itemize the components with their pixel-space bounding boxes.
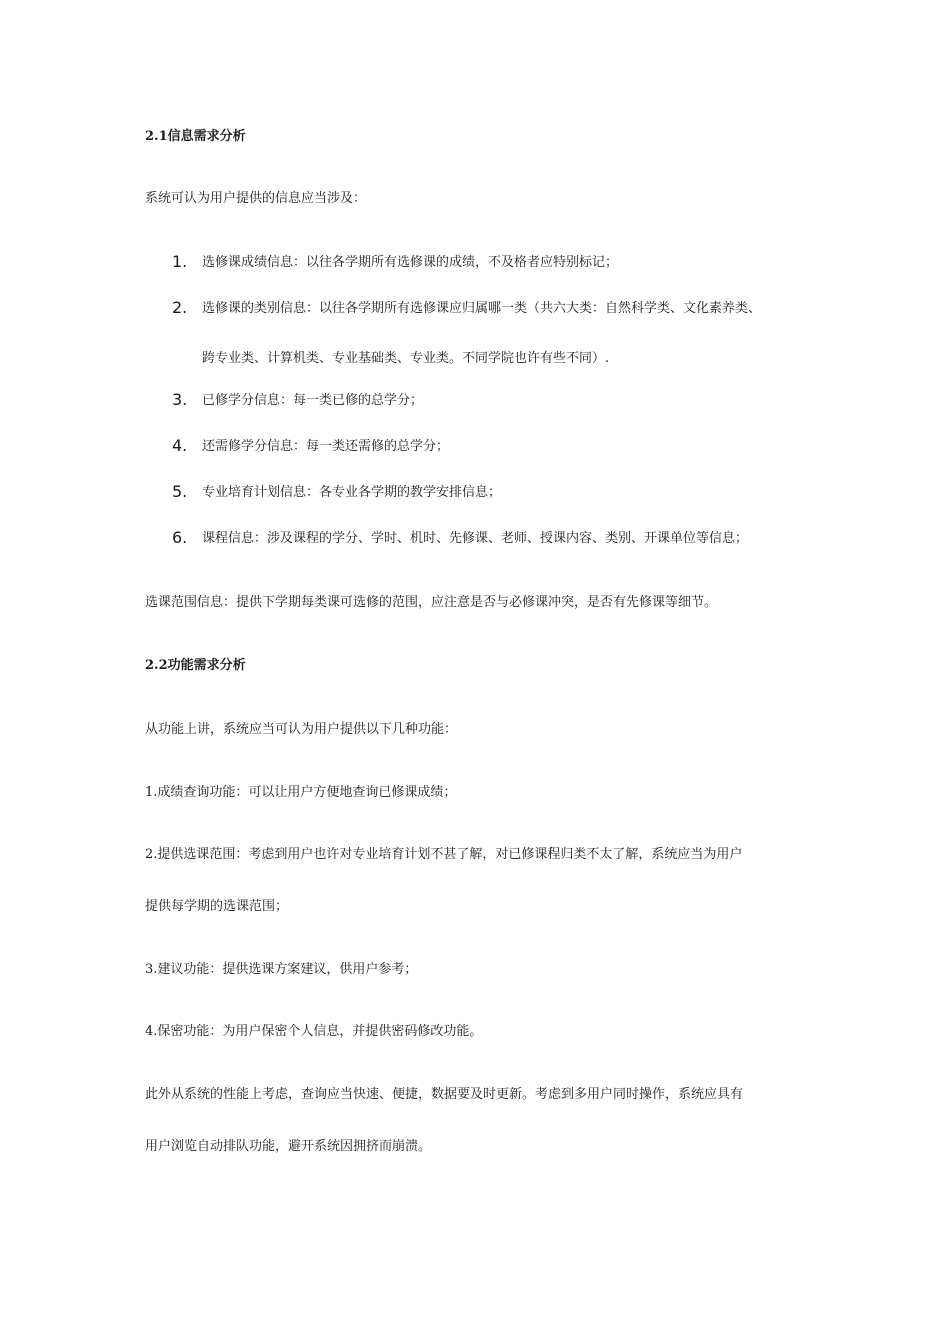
list-number: 4. [172,436,188,455]
list-item [172,298,761,319]
list-number: 2. [172,298,188,317]
function-item-course-range-continuation: 提供每学期的选课范围； [145,899,289,914]
list-item [172,528,748,549]
list-item-text: 选修课成绩信息：以往各学期所有选修课的成绩，不及格者应特别标记； [202,255,619,270]
list-item [172,482,501,503]
function-item-course-range: 2.提供选课范围：考虑到用户也许对专业培育计划不甚了解，对已修课程归类不太了解，系统应当为用户 [145,847,743,862]
list-item-text: 已修学分信息：每一类已修的总学分； [202,393,424,408]
list-number: 1. [172,252,188,271]
list-item-text: 还需修学分信息：每一类还需修的总学分； [202,439,450,454]
paragraph-function-intro: 从功能上讲，系统应当可认为用户提供以下几种功能： [145,722,458,737]
list-item-text: 课程信息：涉及课程的学分、学时、机时、先修课、老师、授课内容、类别、开课单位等信息； [202,531,749,546]
list-number: 3. [172,390,188,409]
list-number: 5. [172,482,188,501]
list-item [172,252,618,273]
paragraph-info-intro: 系统可认为用户提供的信息应当涉及： [145,191,367,206]
function-item-privacy: 4.保密功能：为用户保密个人信息，并提供密码修改功能。 [145,1024,483,1039]
list-item-continuation: 跨专业类、计算机类、专业基础类、专业类。不同学院也许有些不同）. [202,351,610,366]
paragraph-performance: 此外从系统的性能上考虑，查询应当快速、便捷，数据要及时更新。考虑到多用户同时操作，系统应具有 [145,1087,744,1102]
function-item-grade-query: 1.成绩查询功能：可以让用户方便地查询已修课成绩； [145,785,457,800]
list-item [172,436,449,457]
list-item [172,390,423,411]
list-item-text: 选修课的类别信息：以往各学期所有选修课应归属哪一类（共六大类：自然科学类、文化素养类、 [202,301,762,316]
function-item-suggestion: 3.建议功能：提供选课方案建议，供用户参考； [145,962,418,977]
list-item-text: 专业培育计划信息：各专业各学期的教学安排信息； [202,485,502,500]
section-heading-function-requirements: 2.2功能需求分析 [145,658,246,673]
paragraph-course-range-info: 选课范围信息：提供下学期每类课可选修的范围，应注意是否与必修课冲突，是否有先修课等细节。 [145,595,718,610]
section-heading-info-requirements: 2.1信息需求分析 [145,129,246,144]
paragraph-performance-continuation: 用户浏览自动排队功能，避开系统因拥挤而崩溃。 [145,1139,432,1154]
list-number: 6. [172,528,188,547]
